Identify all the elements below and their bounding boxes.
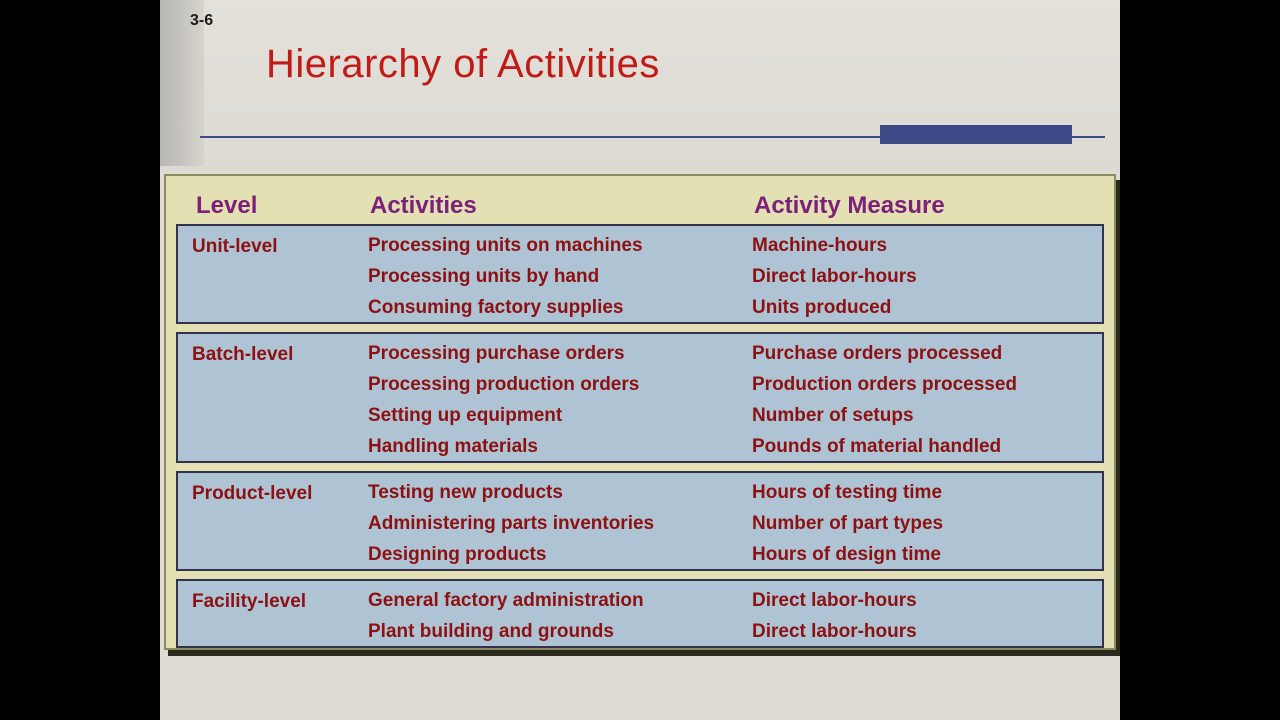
cell-level: Batch-level [192, 344, 294, 365]
table-header-row [166, 176, 1114, 224]
cell-measure: Hours of design time [752, 544, 941, 565]
cell-measure: Pounds of material handled [752, 436, 1002, 457]
cell-activity: Processing units by hand [368, 266, 600, 287]
cell-activity: Administering parts inventories [368, 513, 655, 534]
cell-level: Product-level [192, 483, 313, 504]
table-row-group-product-level [176, 471, 1104, 571]
page-title: Hierarchy of Activities [266, 42, 660, 86]
cell-measure: Hours of testing time [752, 482, 943, 503]
cell-activity: Plant building and grounds [368, 621, 614, 642]
cell-measure: Machine-hours [752, 235, 888, 256]
table-row-group-facility-level [176, 579, 1104, 648]
slide-header [160, 0, 1120, 172]
slide-number: 3-6 [190, 12, 214, 29]
cell-activity: Handling materials [368, 436, 538, 457]
header-accent-block [880, 125, 1072, 144]
cell-measure: Number of part types [752, 513, 944, 534]
cell-measure: Direct labor-hours [752, 590, 917, 611]
cell-activity: Testing new products [368, 482, 563, 503]
column-header-level: Level [196, 192, 258, 219]
cell-activity: Processing units on machines [368, 235, 643, 256]
table-row-group-unit-level [176, 224, 1104, 324]
cell-activity: General factory administration [368, 590, 644, 611]
cell-activity: Setting up equipment [368, 405, 563, 426]
cell-activity: Consuming factory supplies [368, 297, 624, 318]
cell-measure: Direct labor-hours [752, 621, 917, 642]
cell-measure: Units produced [752, 297, 892, 318]
slide-canvas [160, 0, 1120, 720]
activity-hierarchy-table [164, 174, 1116, 650]
cell-measure: Direct labor-hours [752, 266, 917, 287]
cell-level: Facility-level [192, 591, 307, 612]
table-row-group-batch-level [176, 332, 1104, 463]
cell-measure: Production orders processed [752, 374, 1018, 395]
cell-measure: Purchase orders processed [752, 343, 1003, 364]
cell-level: Unit-level [192, 236, 278, 257]
cell-measure: Number of setups [752, 405, 914, 426]
column-header-activities: Activities [370, 192, 477, 219]
cell-activity: Designing products [368, 544, 547, 565]
column-header-activity-measure: Activity Measure [754, 192, 945, 219]
cell-activity: Processing purchase orders [368, 343, 625, 364]
cell-activity: Processing production orders [368, 374, 640, 395]
